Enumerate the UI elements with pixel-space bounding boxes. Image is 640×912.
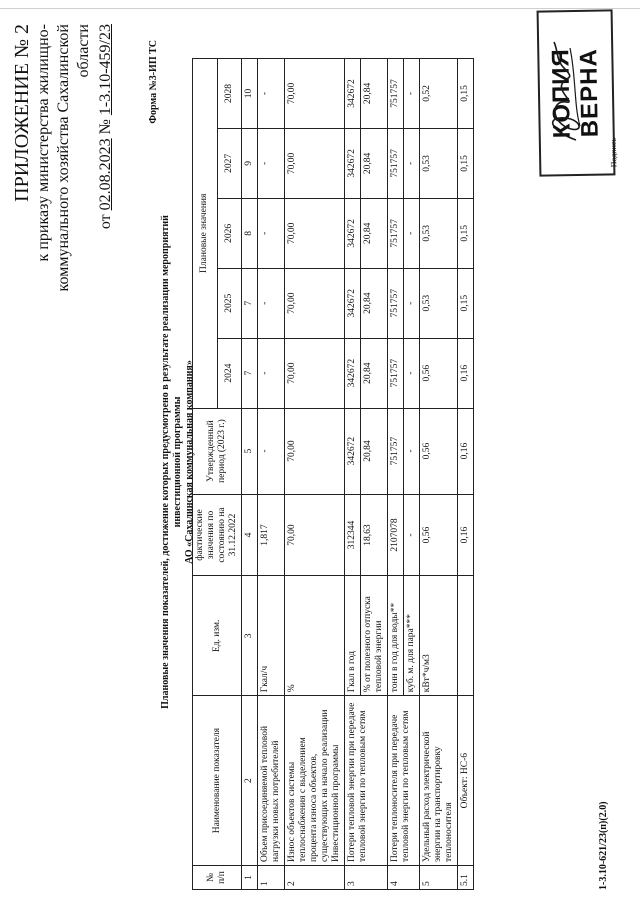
handwritten-signature [536, 36, 592, 146]
row-2028: - [258, 59, 285, 129]
row-2027: 342672 [345, 128, 361, 198]
row-2024: 751757 [388, 338, 404, 408]
row-approved: - [404, 408, 420, 494]
row-actual: 2107078 [388, 494, 404, 576]
row-2024: - [404, 338, 420, 408]
row-2028: 342672 [345, 59, 361, 129]
appendix-line-1: к приказу министерства жилищно- [35, 24, 52, 262]
table-row [420, 59, 458, 890]
document-code: 1-3.10-621/23(п)(2.0) [598, 801, 609, 890]
header-2024: 2024 [217, 338, 242, 408]
appendix-line-2: коммунального хозяйства Сахалинской [55, 24, 72, 292]
row-2027: 0,53 [420, 128, 458, 198]
row-2028: 751757 [388, 59, 404, 129]
row-2025: - [404, 268, 420, 338]
header-name: Наименование показателя [193, 696, 242, 866]
header-unit: Ед. изм. [193, 576, 242, 696]
row-actual: 1,817 [258, 494, 285, 576]
row-num: 5.1 [458, 866, 474, 890]
table-row [345, 59, 361, 890]
row-2024: 70,00 [285, 338, 345, 408]
row-approved: 0,16 [458, 408, 474, 494]
row-2025: 20,84 [361, 268, 388, 338]
row-2027: 0,15 [458, 128, 474, 198]
row-num: 1 [258, 866, 285, 890]
row-unit: Гкал/ч [258, 576, 285, 696]
row-name: Износ объектов системы теплоснабжения с выделением процента износа объектов, существующих на начало реализации Инвестиционной программы [285, 696, 345, 866]
order-date-number [96, 24, 116, 354]
table-row [285, 59, 345, 890]
row-name: Объем присоединяемой тепловой нагрузки новых потребителей [258, 696, 285, 866]
row-2026: 0,15 [458, 198, 474, 268]
row-2024: 0,16 [458, 338, 474, 408]
table-heading [160, 192, 196, 732]
row-2026: 70,00 [285, 198, 345, 268]
row-name: Объект: НС-6 [458, 696, 474, 866]
colnum-cell: 2 [242, 696, 258, 866]
row-2028: 0,15 [458, 59, 474, 129]
row-num: 2 [285, 866, 345, 890]
row-2025: 0,53 [420, 268, 458, 338]
row-2025: 0,15 [458, 268, 474, 338]
colnum-cell: 9 [242, 128, 258, 198]
row-unit [458, 576, 474, 696]
row-unit: Гкал в год [345, 576, 361, 696]
colnum-cell: 7 [242, 338, 258, 408]
row-name: Потери теплоносителя при передаче тепловой энергии по тепловым сетям [388, 696, 420, 866]
appendix-title: ПРИЛОЖЕНИЕ № 2 [11, 24, 33, 202]
colnum-cell: 3 [242, 576, 258, 696]
row-name: Удельный расход электрической энергии на транспортировку теплоносителя [420, 696, 458, 866]
row-2027: 70,00 [285, 128, 345, 198]
colnum-cell: 7 [242, 268, 258, 338]
row-2025: - [258, 268, 285, 338]
row-num: 4 [388, 866, 420, 890]
heading-line-2: АО «Сахалинская коммунальная компания» [184, 360, 195, 564]
row-actual: 18,63 [361, 494, 388, 576]
colnum-cell: 4 [242, 494, 258, 576]
heading-line-1: Плановые значения показателей, достижение которых предусмотрено в результате реализации мероприятий инвестиционной программы [160, 215, 183, 709]
indicators-table [192, 58, 474, 890]
appendix-line-3: области [75, 24, 92, 78]
row-2024: 342672 [345, 338, 361, 408]
row-name: Потери тепловой энергии при передаче тепловой энергии по тепловым сетям [345, 696, 388, 866]
row-unit: тонн в год для воды** [388, 576, 404, 696]
row-2024: - [258, 338, 285, 408]
header-2026: 2026 [217, 198, 242, 268]
row-2026: 0,53 [420, 198, 458, 268]
header-2027: 2027 [217, 128, 242, 198]
row-2026: - [258, 198, 285, 268]
colnum-cell: 8 [242, 198, 258, 268]
header-planned: Плановые значения [193, 59, 218, 409]
header-approved: Утвержденный период (2023 г.) [193, 408, 242, 494]
row-approved: 70,00 [285, 408, 345, 494]
row-2026: 20,84 [361, 198, 388, 268]
row-2026: 342672 [345, 198, 361, 268]
form-code: Форма №3-ИП ТС [148, 40, 159, 124]
row-unit: кВт*ч/м3 [420, 576, 458, 696]
row-2027: - [404, 128, 420, 198]
row-approved: 342672 [345, 408, 361, 494]
row-2024: 0,56 [420, 338, 458, 408]
table-row [458, 59, 474, 890]
number-label: № [97, 119, 114, 135]
column-number-row [242, 59, 258, 890]
row-num: 3 [345, 866, 388, 890]
row-2028: 0,52 [420, 59, 458, 129]
stamp-signature-label: Подпись [608, 137, 619, 168]
row-2025: 342672 [345, 268, 361, 338]
header-actual: фактические значения по состоянию на 31.12.2022 [193, 494, 242, 576]
row-2026: - [404, 198, 420, 268]
row-2027: 751757 [388, 128, 404, 198]
colnum-cell: 10 [242, 59, 258, 129]
row-2028: 20,84 [361, 59, 388, 129]
row-unit: % от полезного отпуска тепловой энергии [361, 576, 388, 696]
row-2024: 20,84 [361, 338, 388, 408]
stamp-title: КОПИЯ ВЕРНА [547, 47, 604, 139]
row-actual: 70,00 [285, 494, 345, 576]
colnum-cell: 5 [242, 408, 258, 494]
row-actual: 0,56 [420, 494, 458, 576]
row-actual: 0,16 [458, 494, 474, 576]
row-2025: 70,00 [285, 268, 345, 338]
table-row [258, 59, 285, 890]
row-2026: 751757 [388, 198, 404, 268]
order-number: 1-3.10-459/23 [97, 24, 114, 116]
row-approved: - [258, 408, 285, 494]
row-2025: 751757 [388, 268, 404, 338]
row-approved: 751757 [388, 408, 404, 494]
row-2027: 20,84 [361, 128, 388, 198]
row-approved: 20,84 [361, 408, 388, 494]
header-row-1 [193, 59, 218, 890]
from-label: от [97, 214, 114, 230]
row-2028: 70,00 [285, 59, 345, 129]
appendix-header [10, 24, 116, 354]
colnum-cell: 1 [242, 866, 258, 890]
row-actual: - [404, 494, 420, 576]
row-actual: 312344 [345, 494, 361, 576]
table-row [388, 59, 404, 890]
row-unit: куб. м. для пара*** [404, 576, 420, 696]
row-2027: - [258, 128, 285, 198]
row-approved: 0,56 [420, 408, 458, 494]
header-2025: 2025 [217, 268, 242, 338]
header-num: № п/п [193, 866, 242, 890]
row-2028: - [404, 59, 420, 129]
order-date: 02.08.2023 [97, 138, 114, 211]
row-unit: % [285, 576, 345, 696]
row-num: 5 [420, 866, 458, 890]
header-2028: 2028 [217, 59, 242, 129]
